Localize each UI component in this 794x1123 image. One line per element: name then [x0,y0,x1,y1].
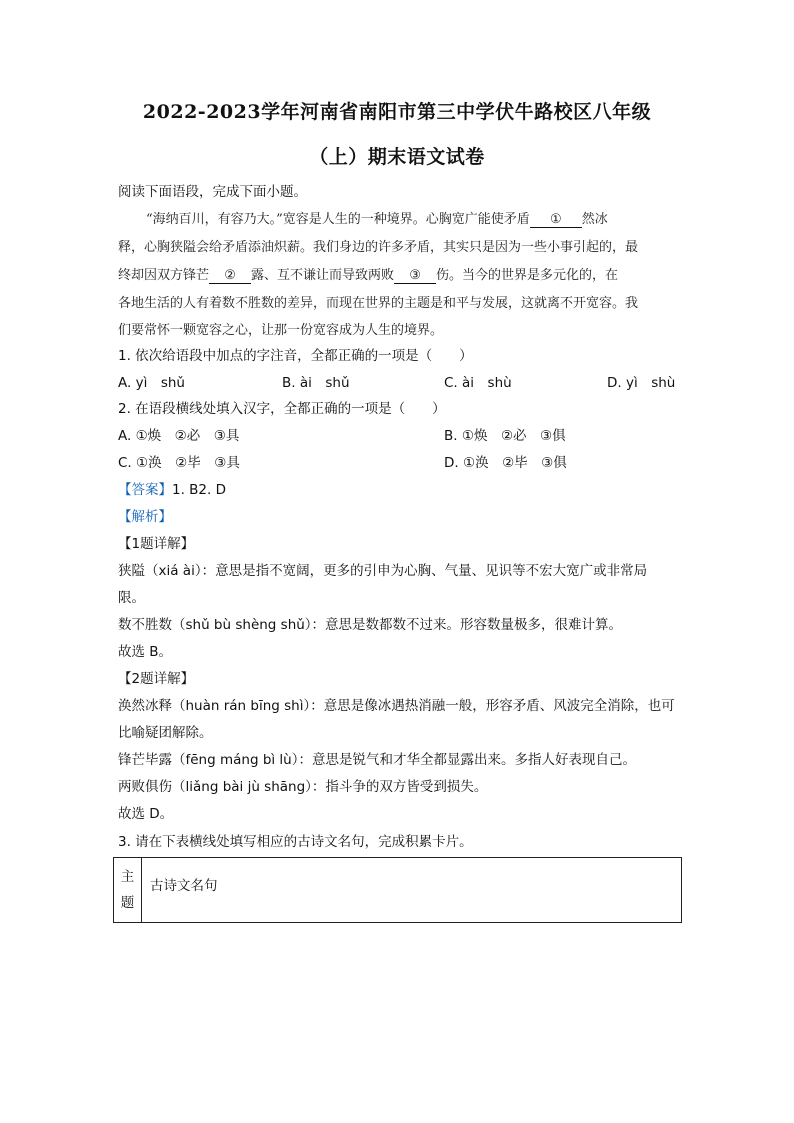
question-2-stem: 2. 在语段横线处填入汉字，全都正确的一项是（ ） [118,401,446,417]
table-row [114,858,682,923]
detail-2-line-1: 涣然冰释（huàn rán bīng shì）：意思是像冰遇热消融一般，形容矛盾、风波完全消除，也可 [118,698,675,714]
detail-2-label: 【2题详解】 [118,671,195,687]
q2-option-b[interactable]: B. ①焕 ②必 ③俱 [444,428,566,444]
blank-3: ③ [394,269,436,284]
blank-1: ① [530,213,582,228]
detail-2-line-2: 比喻疑团解除。 [118,725,213,741]
passage-text: 露、互不谦让而导致两败 [251,268,395,283]
detail-1-label: 【1题详解】 [118,536,195,552]
detail-1-line-2: 限。 [118,590,145,606]
detail-2-line-3: 锋芒毕露（fēng máng bì lù）：意思是锐气和才华全都显露出来。多指人好表现自己。 [118,752,636,768]
q1-option-d[interactable]: D. yì shù [607,375,676,391]
q2-option-d[interactable]: D. ①涣 ②毕 ③俱 [444,455,567,471]
detail-2-line-5: 故选 D。 [118,806,174,822]
answer-label: 【答案】 [118,482,172,498]
poem-header: 古诗文名句 [150,878,218,894]
question-1-stem: 1. 依次给语段中加点的字注音，全都正确的一项是（ ） [118,348,473,364]
passage-text: 然冰 [581,212,608,227]
passage-text: 伤。当今的世界是多元化的，在 [436,268,619,283]
passage-text: 终却因双方锋芒 [118,268,210,283]
passage-line-4: 各地生活的人有着数不胜数的差异，而现在世界的主题是和平与发展，这就离不开宽容。我 [118,296,639,311]
poem-header-cell [142,858,682,923]
analysis-label: 【解析】 [118,509,172,525]
passage-line-5: 们要常怀一颗宽容之心，让那一份宽容成为人生的境界。 [118,323,444,338]
accumulation-card-table [113,857,682,923]
blank-2: ② [209,269,251,284]
detail-1-line-4: 故选 B。 [118,644,173,660]
topic-header: 主题 [120,869,135,911]
reading-instruction: 阅读下面语段，完成下面小题。 [118,184,307,200]
detail-1-line-1: 狭隘（xiá ài）：意思是指不宽阔，更多的引申为心胸、气量、见识等不宏大宽广或非常局 [118,563,648,579]
q1-option-c[interactable]: C. ài shù [444,375,512,391]
exam-title-line2: （上）期末语文试卷 [309,146,485,168]
answer-text: 1. B2. D [172,482,226,498]
exam-title-line1: 2022-2023学年河南省南阳市第三中学伏牛路校区八年级 [142,101,652,123]
passage-line-1 [146,208,706,228]
answer-line [118,478,226,498]
detail-2-line-4: 两败俱伤（liǎng bài jù shāng）：指斗争的双方皆受到损失。 [118,779,488,795]
detail-1-line-3: 数不胜数（shǔ bù shèng shǔ）：意思是数都数不过来。形容数量极多，很难计算。 [118,617,623,633]
q2-option-a[interactable]: A. ①焕 ②必 ③具 [118,428,240,444]
passage-text: “海纳百川，有容乃大。”宽容是人生的一种境界。心胸宽广能使矛盾 [146,212,530,227]
topic-header-cell [114,858,142,923]
passage-line-2: 释，心胸狭隘会给矛盾添油炽薪。我们身边的许多矛盾，其实只是因为一些小事引起的，最 [118,240,639,255]
q1-option-b[interactable]: B. ài shǔ [282,375,350,391]
q2-option-c[interactable]: C. ①涣 ②毕 ③具 [118,455,240,471]
q1-option-a[interactable]: A. yì shǔ [118,375,185,391]
question-3-stem: 3. 请在下表横线处填写相应的古诗文名句，完成积累卡片。 [118,834,473,850]
passage-line-3 [118,264,678,284]
